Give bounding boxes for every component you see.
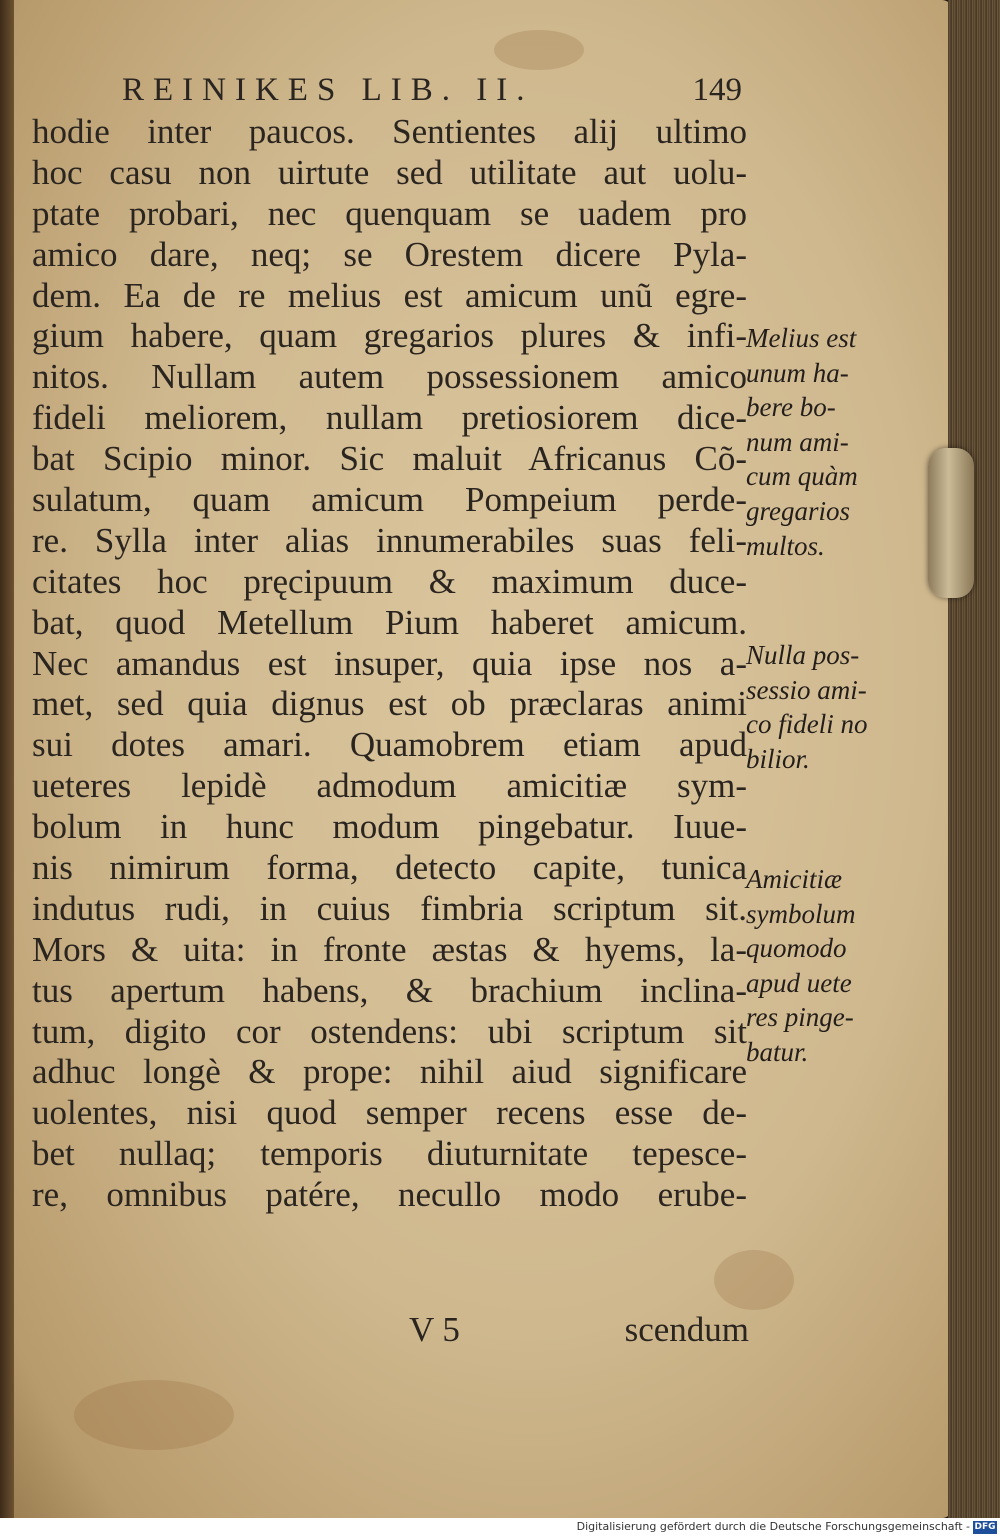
body-line: nis nimirum forma, detecto capite, tunica (32, 848, 747, 888)
body-line: met, sed quia dignus est ob præclaras animi (32, 684, 747, 724)
running-head (122, 72, 742, 116)
body-line: hoc casu non uirtute sed utilitate aut uolu- (32, 152, 747, 192)
body-line: sui dotes amari. Quamobrem etiam apud (32, 725, 747, 765)
margin-note-line: multos. (746, 530, 825, 561)
footer-credit: Digitalisierung gefördert durch die Deutsche Forschungsgemeinschaft - (576, 1520, 970, 1533)
margin-note-line: unum ha- (746, 357, 849, 388)
body-line: hodie inter paucos. Sentientes alij ultimo (32, 112, 747, 151)
paper-stain (74, 1380, 234, 1450)
body-line: nitos. Nullam autem possessionem amico (32, 357, 747, 397)
margin-note-nulla (746, 638, 896, 776)
margin-note-line: co fideli no (746, 709, 868, 740)
page-fore-edge (948, 0, 1000, 1518)
body-line: tus apertum habens, & brachium inclina- (32, 970, 747, 1010)
body-line: tum, digito cor ostendens: ubi scriptum sit (32, 1011, 747, 1051)
paper-stain (714, 1250, 794, 1310)
dfg-logo-icon: DFG (974, 1522, 996, 1532)
book-clasp (928, 448, 974, 598)
page-number: 149 (692, 72, 742, 108)
margin-note-line: batur. (746, 1036, 809, 1067)
margin-note-line: apud uete (746, 967, 852, 998)
body-line: citates hoc pręcipuum & maximum duce- (32, 561, 747, 601)
body-line: ueteres lepidè admodum amicitiæ sym- (32, 766, 747, 806)
body-line: bolum in hunc modum pingebatur. Iuue- (32, 807, 747, 847)
margin-note-line: gregarios (746, 495, 851, 526)
body-line: Nec amandus est insuper, quia ipse nos a- (32, 643, 747, 683)
margin-note-line: Amicitiæ (746, 864, 842, 894)
body-line: Mors & uita: in fronte æstas & hyems, la- (32, 929, 747, 969)
body-line: gium habere, quam gregarios plures & infi- (32, 316, 747, 356)
margin-note-line: bilior. (746, 743, 810, 774)
margin-note-line: sessio ami- (746, 674, 867, 705)
body-line: bat, quod Metellum Pium haberet amicum. (32, 602, 747, 642)
body-line: adhuc longè & prope: nihil aiud significare (32, 1052, 747, 1092)
margin-note-amicitiae (746, 862, 896, 1070)
body-line: sulatum, quam amicum Pompeium perde- (32, 480, 747, 520)
body-line: dem. Ea de re melius est amicum unũ egre- (32, 275, 747, 315)
signature-line (409, 1310, 749, 1354)
body-line: indutus rudi, in cuius fimbria scriptum sit. (32, 888, 747, 928)
margin-note-line: bere bo- (746, 392, 836, 423)
margin-note-line: symbolum (746, 898, 856, 929)
body-line: bet nullaq; temporis diuturnitate tepesce- (32, 1134, 747, 1174)
body-line: fideli meliorem, nullam pretiosiorem dice- (32, 398, 747, 438)
body-line: uolentes, nisi quod semper recens esse de- (32, 1093, 747, 1133)
book-page (14, 0, 952, 1518)
footer-bar (0, 1518, 1000, 1538)
body-line: amico dare, neq; se Orestem dicere Pyla- (32, 234, 747, 274)
signature-mark: V 5 (409, 1310, 460, 1349)
paper-stain (494, 30, 584, 70)
margin-note-line: cum quàm (746, 461, 858, 492)
body-line: bat Scipio minor. Sic maluit Africanus Cõ- (32, 439, 747, 479)
margin-note-line: Nulla pos- (746, 640, 860, 670)
margin-note-melius (746, 321, 896, 563)
body-line: ptate probari, nec quenquam se uadem pro (32, 193, 747, 233)
body-line: re, omnibus patére, necullo modo erube- (32, 1175, 747, 1215)
body-line: re. Sylla inter alias innumerabiles suas feli- (32, 520, 747, 560)
margin-note-line: res pinge- (746, 1002, 854, 1033)
body-text (32, 112, 747, 1216)
margin-note-line: quomodo (746, 933, 847, 964)
margin-note-line: num ami- (746, 426, 849, 457)
running-head-title: REINIKES LIB. II. (122, 72, 534, 108)
margin-note-line: Melius est (746, 323, 857, 353)
catchword: scendum (624, 1310, 749, 1349)
